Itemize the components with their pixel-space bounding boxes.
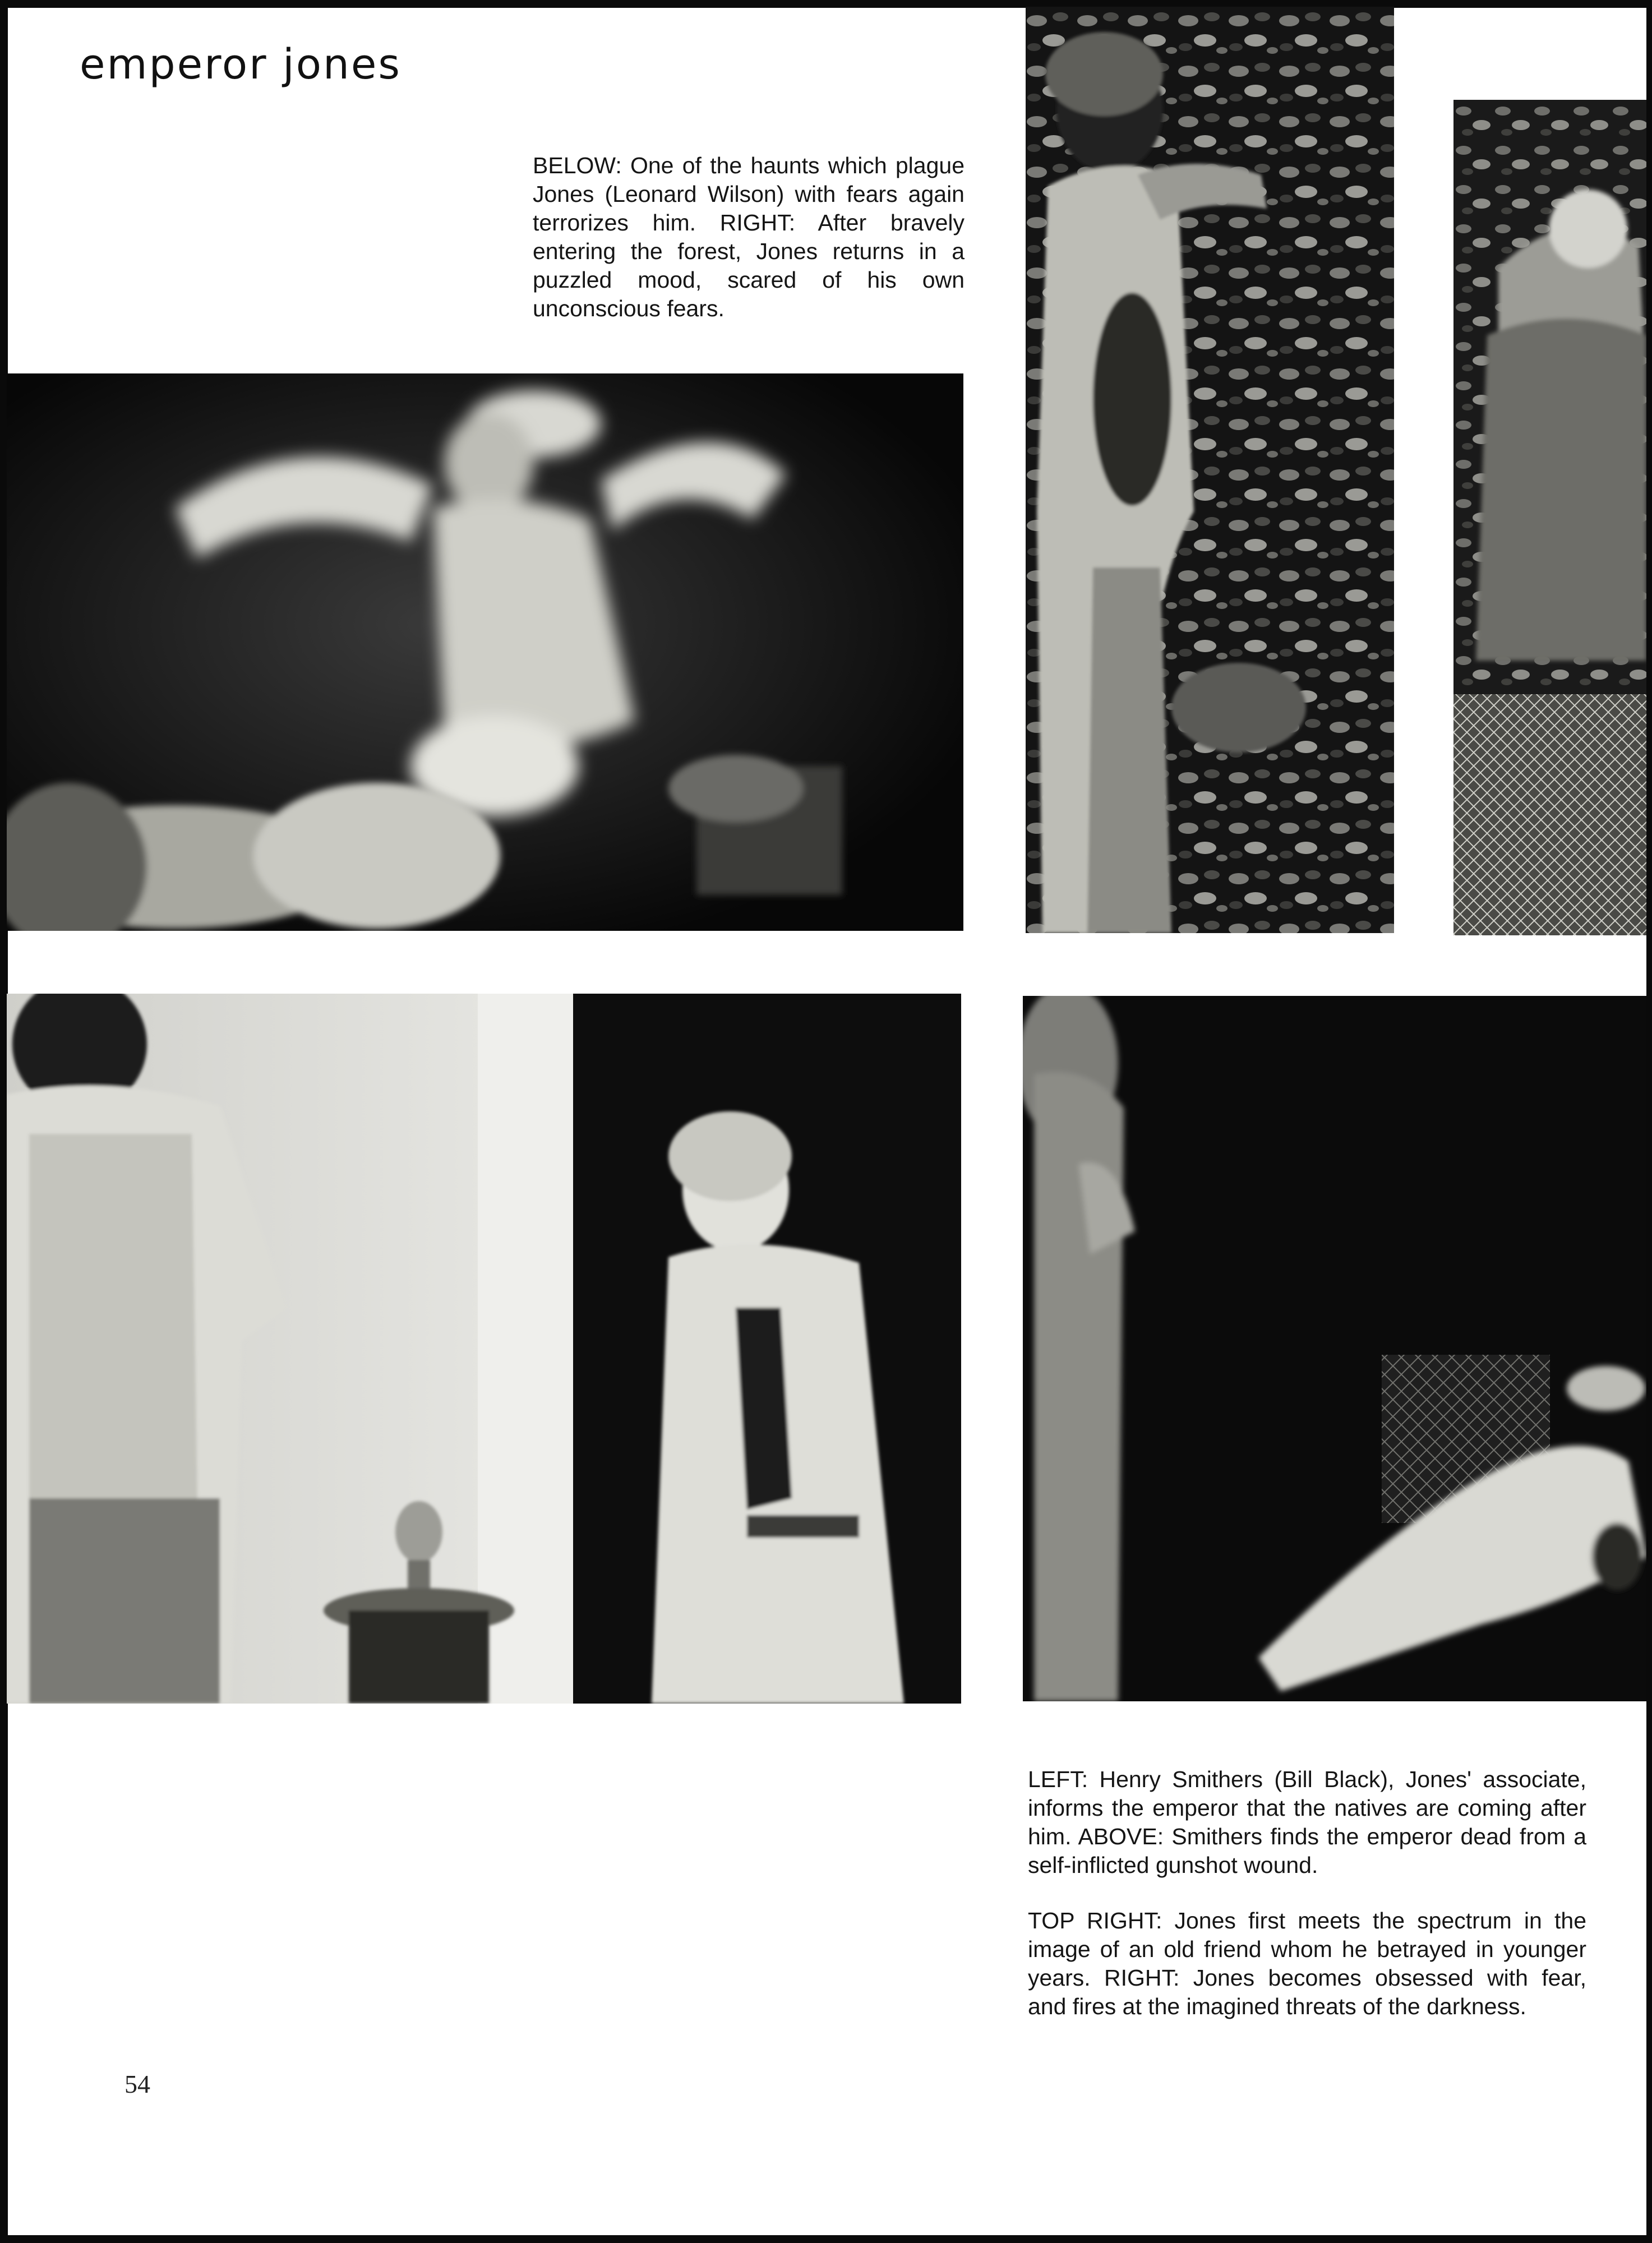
- photo-jones-forest: [1026, 7, 1394, 933]
- photo-old-friend-cropped: [1453, 100, 1646, 935]
- page-number: 54: [124, 2070, 150, 2098]
- caption-bottom-left-above: LEFT: Henry Smithers (Bill Black), Jones' associate, informs the emperor that the natives are coming after him. ABOVE: Smithers finds the emperor dead from a self-inflicted gunshot wound.: [1028, 1766, 1586, 1878]
- photo-smithers-informs: [7, 994, 961, 1704]
- caption-top-text: BELOW: One of the haunts which plague Jones (Leonard Wilson) with fears again terrorizes him. RIGHT: After bravely entering the forest, Jones returns in a puzzled mood, scared of his own unconscious fears.: [533, 153, 965, 321]
- page-title: emperor jones: [80, 40, 402, 89]
- caption-bottom-top-right: TOP RIGHT: Jones first meets the spectrum in the image of an old friend whom he betrayed in younger years. RIGHT: Jones becomes obsessed with fear, and fires at the imagined threats of the darkness.: [1028, 1908, 1586, 2019]
- caption-top: [533, 151, 965, 323]
- photo-emperor-dead: [1023, 996, 1646, 1701]
- caption-bottom: [1028, 1765, 1586, 2021]
- photo-haunt-figure: [7, 373, 963, 931]
